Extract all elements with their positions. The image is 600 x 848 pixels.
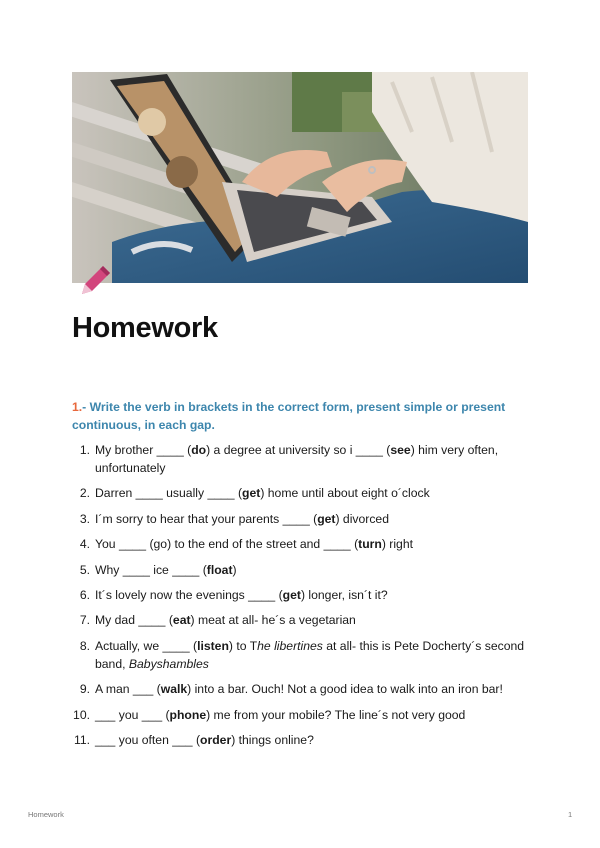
sentence-text: ) right [381, 537, 413, 552]
page-title: Homework [72, 312, 218, 344]
sentence-text: ) to T [228, 638, 258, 653]
task-instruction: - Write the verb in brackets in the correct form, present simple or present continuous, in each gap. [72, 400, 506, 432]
verb: get [242, 486, 261, 501]
sentence-text: Darren ____ usually ____ ( [95, 486, 243, 501]
exercise-item [72, 706, 528, 724]
sentence-text: ) a degree at university so i ____ ( [206, 443, 391, 457]
sentence-text: ___ you ___ ( [95, 707, 170, 722]
item-number: 8. [79, 638, 90, 653]
item-number: 2. [79, 486, 90, 501]
sentence-text: ) [232, 562, 237, 577]
sentence-text: ) me from your mobile? The line´s not very good [206, 707, 466, 722]
sentence-text: ) into a bar. Ouch! Not a good idea to walk into an iron bar! [187, 682, 503, 697]
exercise-item [72, 611, 528, 629]
laptop-photo [72, 72, 528, 283]
sentence-text: ) meat at all- he´s a vegetarian [190, 613, 356, 628]
exercise-item [72, 484, 528, 502]
item-number: 1. [79, 443, 90, 457]
pencil-icon [78, 262, 114, 298]
verb: do [191, 443, 207, 457]
exercise-list [72, 441, 528, 756]
item-number: 11. [73, 732, 90, 747]
footer-title: Homework [28, 810, 64, 819]
verb: get [282, 587, 301, 602]
exercise-item [72, 510, 528, 528]
item-number: 7. [79, 613, 90, 628]
sentence-text: Why ____ ice ____ ( [95, 562, 207, 577]
exercise-item [72, 637, 528, 673]
item-number: 6. [79, 587, 90, 602]
verb: listen [197, 638, 229, 653]
exercise-item [72, 680, 528, 698]
sentence-text: ) divorced [335, 511, 389, 526]
title-text: he libertines [257, 638, 323, 653]
item-number: 5. [79, 562, 90, 577]
sentence-text: at all- this is Pete Docherty´s second band, [95, 638, 525, 671]
task-number: 1. [72, 400, 83, 414]
verb: get [317, 511, 336, 526]
sentence-text: I´m sorry to hear that your parents ____ ( [95, 511, 318, 526]
verb: order [200, 732, 232, 747]
exercise-item [72, 586, 528, 604]
item-number: 10. [73, 707, 90, 722]
verb: see [390, 443, 411, 457]
sentence-text: ) him very often, unfortunately [95, 443, 499, 475]
sentence-text: ) things online? [231, 732, 314, 747]
sentence-text: A man ___ ( [95, 682, 161, 697]
verb: float [206, 562, 233, 577]
item-number: 4. [79, 537, 90, 552]
exercise-item [72, 441, 528, 477]
sentence-text: My dad ____ ( [95, 613, 173, 628]
sentence-text: ___ you often ___ ( [95, 732, 201, 747]
sentence-text: My brother ____ ( [95, 443, 192, 457]
verb: walk [160, 682, 188, 697]
hero-image [72, 72, 528, 283]
exercise-item [72, 535, 528, 553]
exercise-item [72, 561, 528, 579]
sentence-text: It´s lovely now the evenings ____ ( [95, 587, 283, 602]
sentence-text: ) home until about eight o´clock [260, 486, 430, 501]
item-number: 3. [79, 511, 90, 526]
sentence-text: ) longer, isn´t it? [300, 587, 388, 602]
title-text: Babyshambles [128, 656, 209, 671]
task-heading [72, 398, 528, 434]
verb: phone [169, 707, 207, 722]
verb: eat [172, 613, 191, 628]
sentence-text: You ____ (go) to the end of the street and ____ ( [95, 537, 359, 552]
sentence-text: Actually, we ____ ( [95, 638, 198, 653]
page-number: 1 [568, 810, 573, 819]
exercise-item [72, 731, 528, 749]
verb: turn [358, 537, 382, 552]
item-number: 9. [79, 682, 90, 697]
